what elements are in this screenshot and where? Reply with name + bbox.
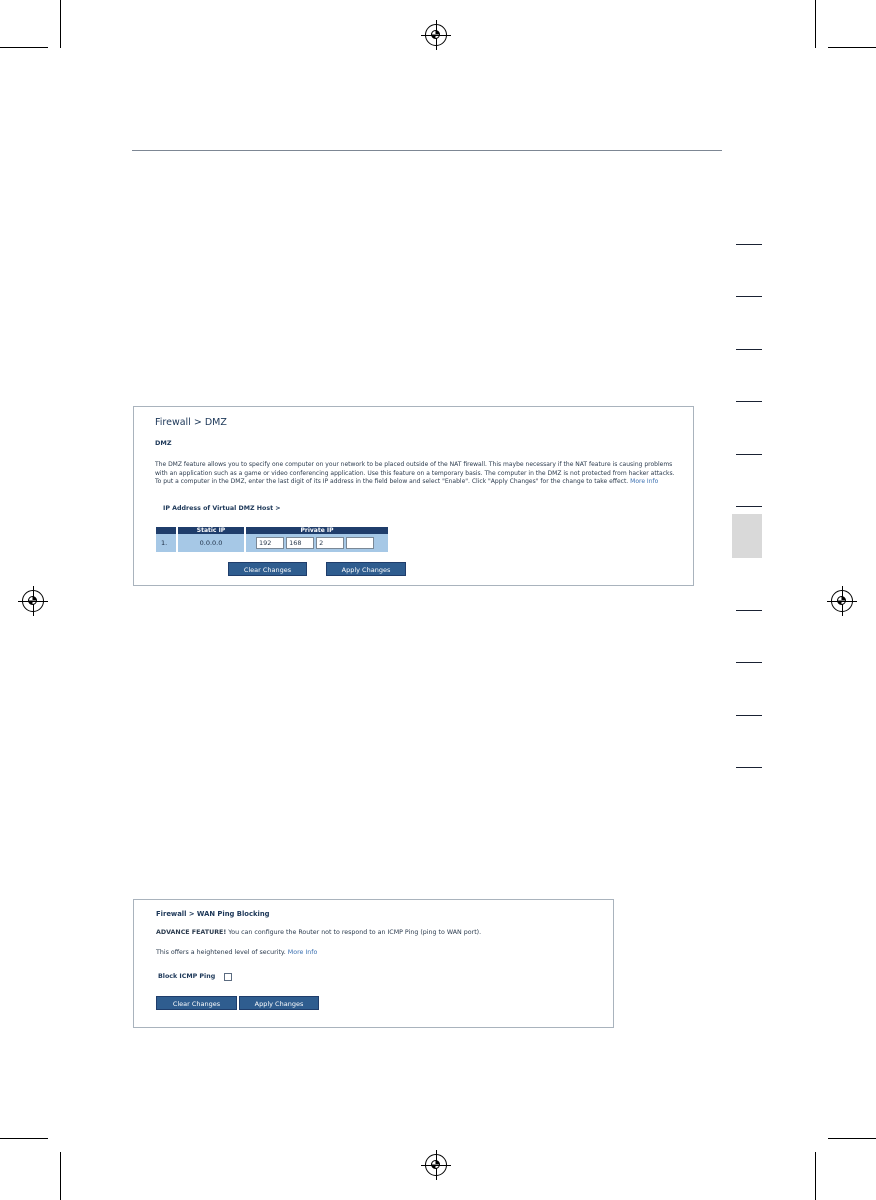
ip-octet-1: 192	[256, 537, 284, 549]
ping-clear-changes-button[interactable]: Clear Changes	[156, 996, 237, 1010]
chapter-tab-active	[732, 514, 762, 558]
registration-mark-right	[831, 590, 853, 612]
dmz-host-table	[156, 527, 388, 552]
registration-mark-left	[22, 590, 44, 612]
dmz-breadcrumb: Firewall > DMZ	[155, 417, 227, 428]
dmz-apply-changes-button[interactable]: Apply Changes	[326, 562, 406, 576]
advance-feature-label: ADVANCE FEATURE!	[156, 929, 227, 936]
block-icmp-ping-label: Block ICMP Ping	[158, 973, 216, 980]
ip-octet-4-input[interactable]	[346, 537, 374, 549]
dmz-clear-changes-button[interactable]: Clear Changes	[228, 562, 307, 576]
ip-octet-2: 168	[286, 537, 314, 549]
ping-more-info-link[interactable]: More Info	[287, 949, 318, 956]
dmz-row-private-ip	[245, 534, 388, 552]
dmz-table-header-static-ip: Static IP	[177, 527, 245, 534]
registration-mark-top	[425, 24, 447, 46]
ping-advance-feature-text: ADVANCE FEATURE! You can configure the Router not to respond to an ICMP Ping (ping to WAN port).	[156, 929, 482, 936]
wan-ping-screenshot-panel	[133, 899, 614, 1028]
dmz-description: The DMZ feature allows you to specify one computer on your network to be placed outside of the NAT firewall. This maybe necessary if the NAT feature is causing problems with an application such as a game or video conferencing application. Use this feature on a temporary basis. The computer in the DMZ is not protected from hacker attacks. To put a computer in the DMZ, enter the last digit of its IP address in the field below and select "Enable". Click "Apply Changes" for the change to take effect. More Info	[155, 461, 675, 485]
ip-octet-3: 2	[316, 537, 344, 549]
ping-security-text: This offers a heightened level of security. More Info	[156, 949, 318, 956]
ping-breadcrumb: Firewall > WAN Ping Blocking	[156, 910, 270, 918]
dmz-more-info-link[interactable]: More Info	[630, 478, 659, 485]
registration-mark-bottom	[425, 1154, 447, 1176]
table-row	[156, 534, 388, 552]
dmz-row-index: 1.	[156, 534, 177, 552]
ping-apply-changes-button[interactable]: Apply Changes	[239, 996, 319, 1010]
dmz-heading: DMZ	[155, 439, 172, 447]
dmz-screenshot-panel	[133, 406, 694, 586]
dmz-table-header-private-ip: Private IP	[245, 527, 388, 534]
block-icmp-ping-checkbox[interactable]	[224, 973, 232, 981]
dmz-table-header-index	[156, 527, 177, 534]
header-rule	[132, 150, 722, 151]
virtual-dmz-host-label: IP Address of Virtual DMZ Host >	[163, 505, 281, 512]
dmz-row-static-ip: 0.0.0.0	[177, 534, 245, 552]
